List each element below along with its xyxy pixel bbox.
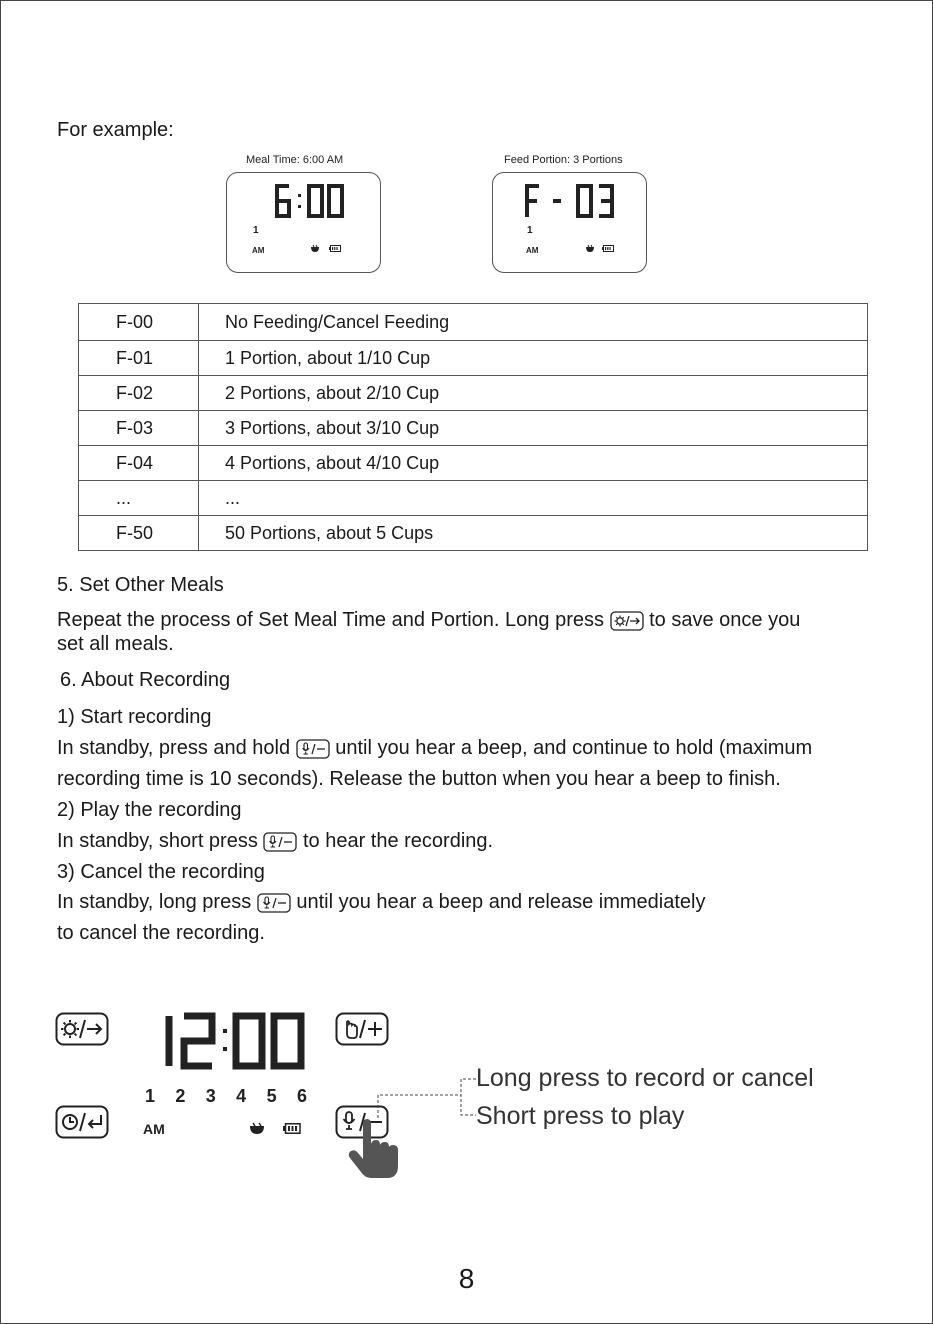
manual-feed-plus-button[interactable] [335, 1012, 389, 1046]
portion-code: ... [79, 481, 199, 516]
portion-code: F-02 [79, 376, 199, 411]
section5-line1-before: Repeat the process of Set Meal Time and Portion. Long press [57, 609, 604, 631]
lcd-example-feed-portion [492, 172, 647, 273]
meal-number: 4 [236, 1086, 247, 1106]
section5-line2: set all meals. [57, 633, 174, 655]
lcd1-ampm: AM [252, 246, 265, 255]
portion-code: F-50 [79, 516, 199, 551]
portion-table [78, 303, 868, 551]
meal-number: 5 [266, 1086, 277, 1106]
page-number: 8 [458, 1263, 475, 1294]
start-recording-line2: recording time is 10 seconds). Release the button when you hear a beep to finish. [57, 768, 781, 790]
battery-icon [602, 245, 614, 252]
bowl-icon [249, 1122, 265, 1135]
start-recording-line1 [57, 736, 812, 760]
table-row [79, 376, 868, 411]
table-row [79, 304, 868, 341]
portion-description: 1 Portion, about 1/10 Cup [199, 341, 868, 376]
section6-heading: 6. About Recording [60, 669, 231, 691]
section5-line1-after: to save once you [649, 609, 801, 631]
bowl-icon [310, 244, 320, 253]
play-recording-line-after: to hear the recording. [302, 830, 494, 852]
section5-line1 [57, 608, 800, 632]
portion-description: No Feeding/Cancel Feeding [199, 304, 868, 341]
table-row [79, 341, 868, 376]
start-recording-line1-after: until you hear a beep, and continue to hold (maximum [335, 737, 813, 759]
play-recording-line-before: In standby, short press [57, 830, 258, 852]
lcd2-digits-graphic [521, 183, 621, 219]
portion-description: 4 Portions, about 4/10 Cup [199, 446, 868, 481]
record-button-icon [257, 893, 291, 913]
panel-digits-graphic [158, 1012, 308, 1070]
lcd1-digits-graphic [271, 183, 351, 219]
portion-code: F-01 [79, 341, 199, 376]
portion-code: F-03 [79, 411, 199, 446]
lcd-example-meal-time [226, 172, 381, 273]
callout-short-press: Short press to play [476, 1102, 685, 1130]
lcd2-meal-number: 1 [527, 225, 533, 236]
start-recording-line1-before: In standby, press and hold [57, 737, 291, 759]
lcd2-ampm: AM [526, 246, 539, 255]
section5-heading: 5. Set Other Meals [57, 574, 224, 596]
table-row [79, 481, 868, 516]
table-row [79, 411, 868, 446]
cancel-recording-line1-after: until you hear a beep and release immediately [296, 891, 706, 913]
portion-code: F-00 [79, 304, 199, 341]
settings-next-button[interactable] [55, 1012, 109, 1046]
portion-code: F-04 [79, 446, 199, 481]
play-recording-heading: 2) Play the recording [57, 799, 242, 821]
start-recording-heading: 1) Start recording [57, 706, 212, 728]
clock-back-button[interactable] [55, 1105, 109, 1139]
example-label: For example: [57, 119, 174, 141]
battery-icon [283, 1123, 301, 1134]
meal-number: 1 [145, 1086, 156, 1106]
play-recording-line [57, 829, 493, 853]
bowl-icon [585, 244, 595, 253]
portion-description: 50 Portions, about 5 Cups [199, 516, 868, 551]
cancel-recording-heading: 3) Cancel the recording [57, 861, 265, 883]
lcd1-caption: Meal Time: 6:00 AM [246, 154, 344, 166]
table-row [79, 446, 868, 481]
record-button-icon [296, 739, 330, 759]
portion-description: 3 Portions, about 3/10 Cup [199, 411, 868, 446]
lcd2-caption: Feed Portion: 3 Portions [504, 154, 623, 166]
callout-long-press: Long press to record or cancel [476, 1064, 814, 1092]
settings-save-button-icon [610, 611, 644, 631]
panel-ampm: AM [143, 1121, 165, 1137]
meal-number: 3 [205, 1086, 216, 1106]
meal-number: 2 [175, 1086, 186, 1106]
cancel-recording-line2: to cancel the recording. [57, 922, 265, 944]
meal-number: 6 [296, 1086, 307, 1106]
portion-description: 2 Portions, about 2/10 Cup [199, 376, 868, 411]
cancel-recording-line1 [57, 890, 705, 914]
table-row [79, 516, 868, 551]
lcd1-meal-number: 1 [253, 225, 259, 236]
cancel-recording-line1-before: In standby, long press [57, 891, 252, 913]
portion-description: ... [199, 481, 868, 516]
callout-connector [376, 1073, 480, 1129]
battery-icon [329, 245, 341, 252]
record-button-icon [263, 832, 297, 852]
meal-number-indicators [145, 1086, 307, 1107]
